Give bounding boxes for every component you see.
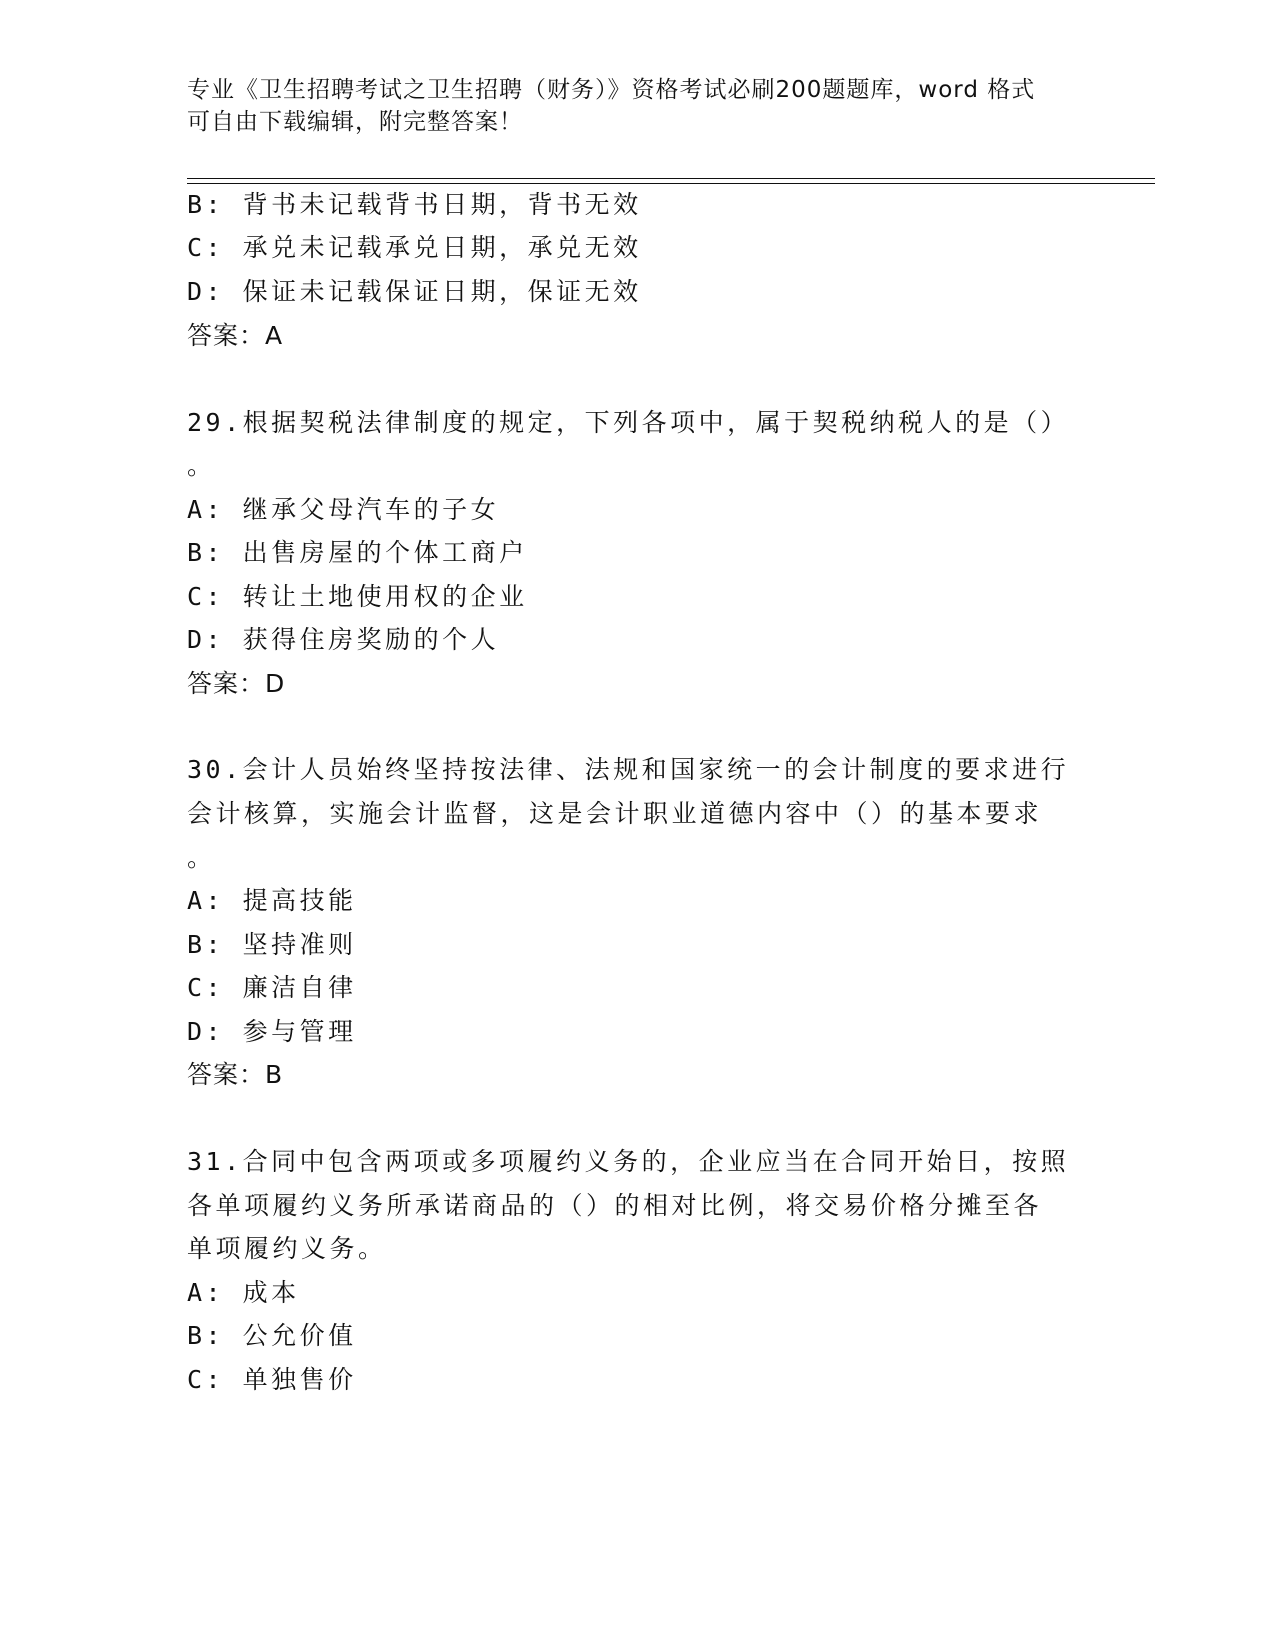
document-header xyxy=(187,74,1067,138)
q29-answer: 答案：D xyxy=(187,669,286,698)
q30-stem-line-2: 会计核算，实施会计监督，这是会计职业道德内容中（）的基本要求 xyxy=(187,799,1043,828)
q30-option-a: A: 提高技能 xyxy=(187,886,357,915)
q31-stem-line-3: 单项履约义务。 xyxy=(187,1234,387,1263)
q29-option-d: D: 获得住房奖励的个人 xyxy=(187,625,500,654)
header-line-2: 可自由下载编辑，附完整答案！ xyxy=(187,109,523,135)
q29-option-a: A: 继承父母汽车的子女 xyxy=(187,495,500,524)
q31-stem-line-2: 各单项履约义务所承诺商品的（）的相对比例，将交易价格分摊至各 xyxy=(187,1191,1043,1220)
q29-option-c: C: 转让土地使用权的企业 xyxy=(187,582,528,611)
q31-stem-line-1: 31.合同中包含两项或多项履约义务的，企业应当在合同开始日，按照 xyxy=(187,1147,1070,1176)
header-divider-bottom xyxy=(187,183,1155,184)
q30-option-d: D: 参与管理 xyxy=(187,1017,357,1046)
q30-stem-line-3: 。 xyxy=(187,843,216,872)
q28-option-b: B: 背书未记载背书日期，背书无效 xyxy=(187,190,642,219)
q31-option-b: B: 公允价值 xyxy=(187,1321,357,1350)
q28-option-c: C: 承兑未记载承兑日期，承兑无效 xyxy=(187,233,642,262)
q30-answer: 答案：B xyxy=(187,1060,284,1089)
q30-option-b: B: 坚持准则 xyxy=(187,930,357,959)
q31-option-c: C: 单独售价 xyxy=(187,1365,357,1394)
q29-stem-line-2: 。 xyxy=(187,451,216,480)
q30-stem-line-1: 30.会计人员始终坚持按法律、法规和国家统一的会计制度的要求进行 xyxy=(187,755,1070,784)
q28-option-d: D: 保证未记载保证日期，保证无效 xyxy=(187,277,642,306)
q30-option-c: C: 廉洁自律 xyxy=(187,973,357,1002)
header-line-1: 专业《卫生招聘考试之卫生招聘（财务）》资格考试必刷200题题库，word 格式 xyxy=(187,77,1036,103)
q28-answer: 答案：A xyxy=(187,321,284,350)
q29-stem-line-1: 29.根据契税法律制度的规定，下列各项中，属于契税纳税人的是（） xyxy=(187,408,1070,437)
header-divider-top xyxy=(187,178,1155,179)
q29-option-b: B: 出售房屋的个体工商户 xyxy=(187,538,528,567)
q31-option-a: A: 成本 xyxy=(187,1278,300,1307)
